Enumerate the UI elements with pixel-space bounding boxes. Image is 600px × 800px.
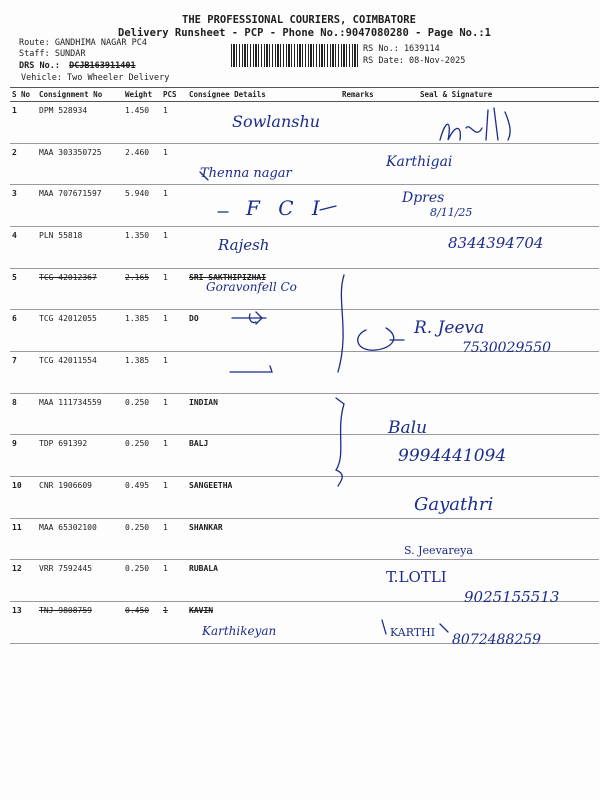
row-consignment: TCG 42011554	[37, 352, 123, 394]
col-consignee: Consignee Details	[187, 88, 340, 102]
route-label: Route: GANDHIMA NAGAR PC4	[19, 38, 147, 48]
handwriting-r2-consignee: Thenna nagar	[200, 166, 292, 181]
row-consignee: BALJ	[187, 435, 340, 477]
row-sno: 1	[10, 102, 37, 144]
row-pcs: 1	[161, 435, 187, 477]
company-title: THE PROFESSIONAL COURIERS, COIMBATORE	[182, 14, 416, 26]
handwriting-r11-signature: S. Jeevareya	[404, 544, 473, 557]
staff-label: Staff: SUNDAR	[19, 49, 86, 59]
row-sno: 7	[10, 352, 37, 394]
row-consignee: DO	[187, 310, 340, 352]
handwriting-r9-phone: 9994441094	[398, 446, 507, 466]
row-sno: 12	[10, 560, 37, 602]
drs-number: DCJB163911401	[69, 61, 136, 71]
handwriting-r3-signature: Dpres	[402, 190, 445, 206]
row-consignment: MAA 707671597	[37, 185, 123, 227]
row-consignee: SHANKAR	[187, 519, 340, 560]
row-pcs: 1	[161, 519, 187, 560]
row-weight: 0.250	[123, 560, 161, 602]
row-weight: 0.450	[123, 602, 161, 644]
row-sno: 3	[10, 185, 37, 227]
row-pcs: 1	[161, 269, 187, 310]
row-consignee: RUBALA	[187, 560, 340, 602]
handwriting-r13-signature: KARTHI	[390, 626, 436, 639]
row-weight: 1.385	[123, 352, 161, 394]
col-weight: Weight	[123, 88, 161, 102]
row-pcs: 1	[161, 185, 187, 227]
row-consignment: MAA 65302100	[37, 519, 123, 560]
row-sno: 6	[10, 310, 37, 352]
row-weight: 0.495	[123, 477, 161, 519]
row-sno: 5	[10, 269, 37, 310]
row-consignment: TCG 42012055	[37, 310, 123, 352]
row-weight: 1.450	[123, 102, 161, 144]
row-consignment: CNR 1906609	[37, 477, 123, 519]
handwriting-r10-signature: Gayathri	[414, 494, 494, 515]
handwriting-r12-phone: 9025155513	[464, 588, 560, 606]
handwriting-r2-signature: Karthigai	[386, 154, 453, 170]
handwriting-r9-signature: Balu	[388, 418, 428, 438]
row-sno: 10	[10, 477, 37, 519]
row-consignment: TNJ 9808759	[37, 602, 123, 644]
rs-date: RS Date: 08-Nov-2025	[363, 56, 466, 66]
row-sno: 9	[10, 435, 37, 477]
handwriting-r1-consignee: Sowlanshu	[232, 112, 321, 131]
row-consignment: TCG 42012367	[37, 269, 123, 310]
row-pcs: 1	[161, 227, 187, 269]
row-consignment: DPM 528934	[37, 102, 123, 144]
row-pcs: 1	[161, 602, 187, 644]
row-pcs: 1	[161, 477, 187, 519]
handwriting-r4-consignee: Rajesh	[218, 236, 270, 254]
drs-label-text: DRS No.:	[19, 61, 60, 71]
handwriting-r3-consignee: F C I	[246, 196, 326, 220]
row-weight: 1.350	[123, 227, 161, 269]
col-remarks: Remarks	[340, 88, 398, 102]
row-sno: 13	[10, 602, 37, 644]
handwriting-r6-phone: 7530029550	[462, 340, 552, 356]
row-pcs: 1	[161, 144, 187, 185]
handwriting-r13-consignee: Karthikeyan	[202, 624, 277, 638]
row-weight: 5.940	[123, 185, 161, 227]
vehicle-label: Vehicle: Two Wheeler Delivery	[21, 73, 170, 83]
handwriting-r3-date: 8/11/25	[430, 206, 473, 219]
col-sno: S No	[10, 88, 37, 102]
row-sno: 4	[10, 227, 37, 269]
row-sno: 8	[10, 394, 37, 435]
row-pcs: 1	[161, 310, 187, 352]
row-weight: 2.460	[123, 144, 161, 185]
row-consignee: INDIAN	[187, 394, 340, 435]
row-weight: 2.165	[123, 269, 161, 310]
row-weight: 0.250	[123, 519, 161, 560]
handwriting-r4-phone: 8344394704	[448, 234, 544, 252]
handwriting-r12-signature: T.LOTLI	[386, 568, 447, 586]
handwriting-r5-consignee: Goravonfell Co	[206, 280, 297, 294]
row-weight: 0.250	[123, 394, 161, 435]
runsheet-title: Delivery Runsheet - PCP - Phone No.:9047080280 - Page No.:1	[118, 27, 491, 39]
row-pcs: 1	[161, 560, 187, 602]
handwriting-r6-signature: R. Jeeva	[414, 318, 485, 338]
row-pcs: 1	[161, 352, 187, 394]
row-consignment: PLN 55818	[37, 227, 123, 269]
row-consignment: MAA 303350725	[37, 144, 123, 185]
row-consignment: VRR 7592445	[37, 560, 123, 602]
row-consignment: MAA 111734559	[37, 394, 123, 435]
row-consignee: KAVIN	[187, 602, 340, 644]
col-pcs: PCS	[161, 88, 187, 102]
row-weight: 0.250	[123, 435, 161, 477]
col-seal-signature: Seal & Signature	[398, 88, 599, 102]
handwriting-r13-phone: 8072488259	[452, 632, 542, 648]
row-consignment: TDP 691392	[37, 435, 123, 477]
rs-number: RS No.: 1639114	[363, 44, 440, 54]
row-consignee: SRI SAKTHIPIZHAI	[187, 269, 340, 310]
row-weight: 1.385	[123, 310, 161, 352]
row-pcs: 1	[161, 394, 187, 435]
col-consignment: Consignment No	[37, 88, 123, 102]
row-sno: 11	[10, 519, 37, 560]
row-sno: 2	[10, 144, 37, 185]
row-pcs: 1	[161, 102, 187, 144]
row-consignee: SANGEETHA	[187, 477, 340, 519]
